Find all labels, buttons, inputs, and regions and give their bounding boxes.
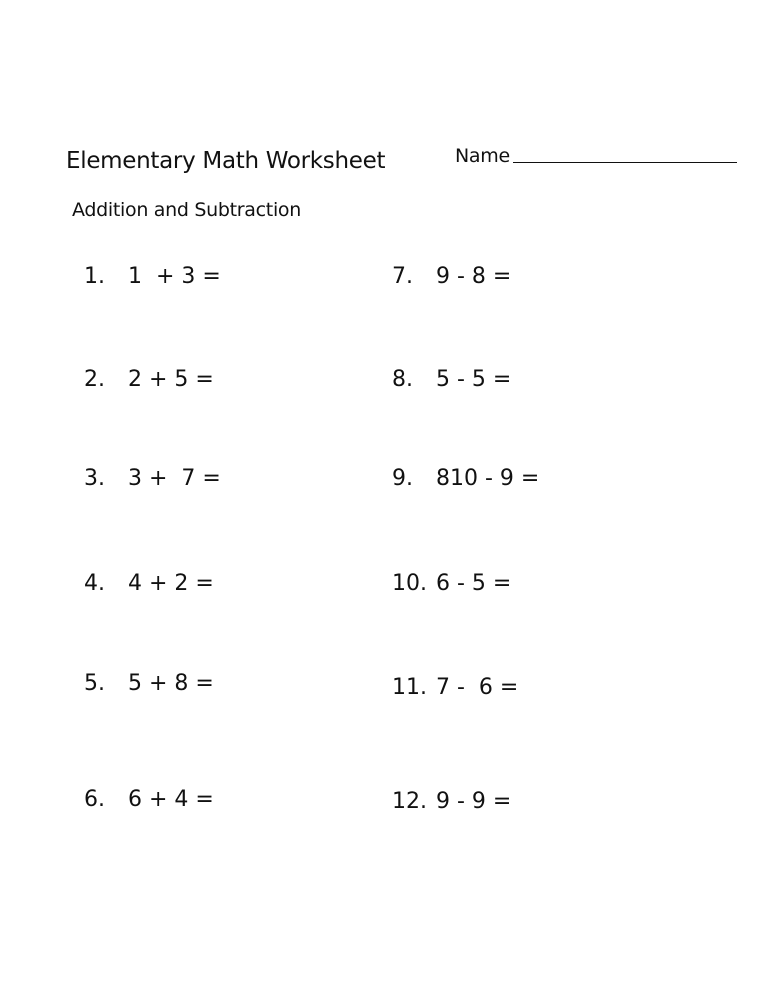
problem-8	[392, 367, 511, 392]
problem-number: 11.	[392, 675, 427, 700]
problem-3	[84, 466, 221, 491]
problem-number: 2.	[84, 367, 105, 392]
problem-expression: 4 + 2 =	[128, 571, 214, 596]
name-label: Name	[455, 145, 510, 167]
problem-expression: 2 + 5 =	[128, 367, 214, 392]
problem-expression: 810 - 9 =	[436, 466, 540, 491]
name-field[interactable]	[455, 145, 737, 167]
problem-4	[84, 571, 214, 596]
problem-5	[84, 671, 214, 696]
problem-number: 8.	[392, 367, 413, 392]
problem-number: 3.	[84, 466, 105, 491]
problem-expression: 1 + 3 =	[128, 264, 221, 289]
problem-6	[84, 787, 214, 812]
problem-1	[84, 264, 221, 289]
problem-expression: 7 - 6 =	[436, 675, 519, 700]
problem-number: 4.	[84, 571, 105, 596]
problem-number: 7.	[392, 264, 413, 289]
worksheet-subtitle: Addition and Subtraction	[72, 199, 301, 221]
problem-expression: 5 + 8 =	[128, 671, 214, 696]
problem-7	[392, 264, 511, 289]
problem-11	[392, 675, 518, 700]
problem-number: 6.	[84, 787, 105, 812]
problem-number: 1.	[84, 264, 105, 289]
name-blank-line[interactable]	[513, 162, 737, 163]
problem-number: 9.	[392, 466, 413, 491]
problem-expression: 9 - 8 =	[436, 264, 512, 289]
problem-expression: 6 - 5 =	[436, 571, 512, 596]
problem-number: 10.	[392, 571, 427, 596]
worksheet-title: Elementary Math Worksheet	[66, 148, 386, 174]
problem-12	[392, 789, 511, 814]
problem-number: 5.	[84, 671, 105, 696]
problem-expression: 3 + 7 =	[128, 466, 221, 491]
problem-9	[392, 466, 539, 491]
problem-2	[84, 367, 214, 392]
problem-10	[392, 571, 511, 596]
problem-expression: 5 - 5 =	[436, 367, 512, 392]
problem-number: 12.	[392, 789, 427, 814]
problem-expression: 9 - 9 =	[436, 789, 512, 814]
problem-expression: 6 + 4 =	[128, 787, 214, 812]
